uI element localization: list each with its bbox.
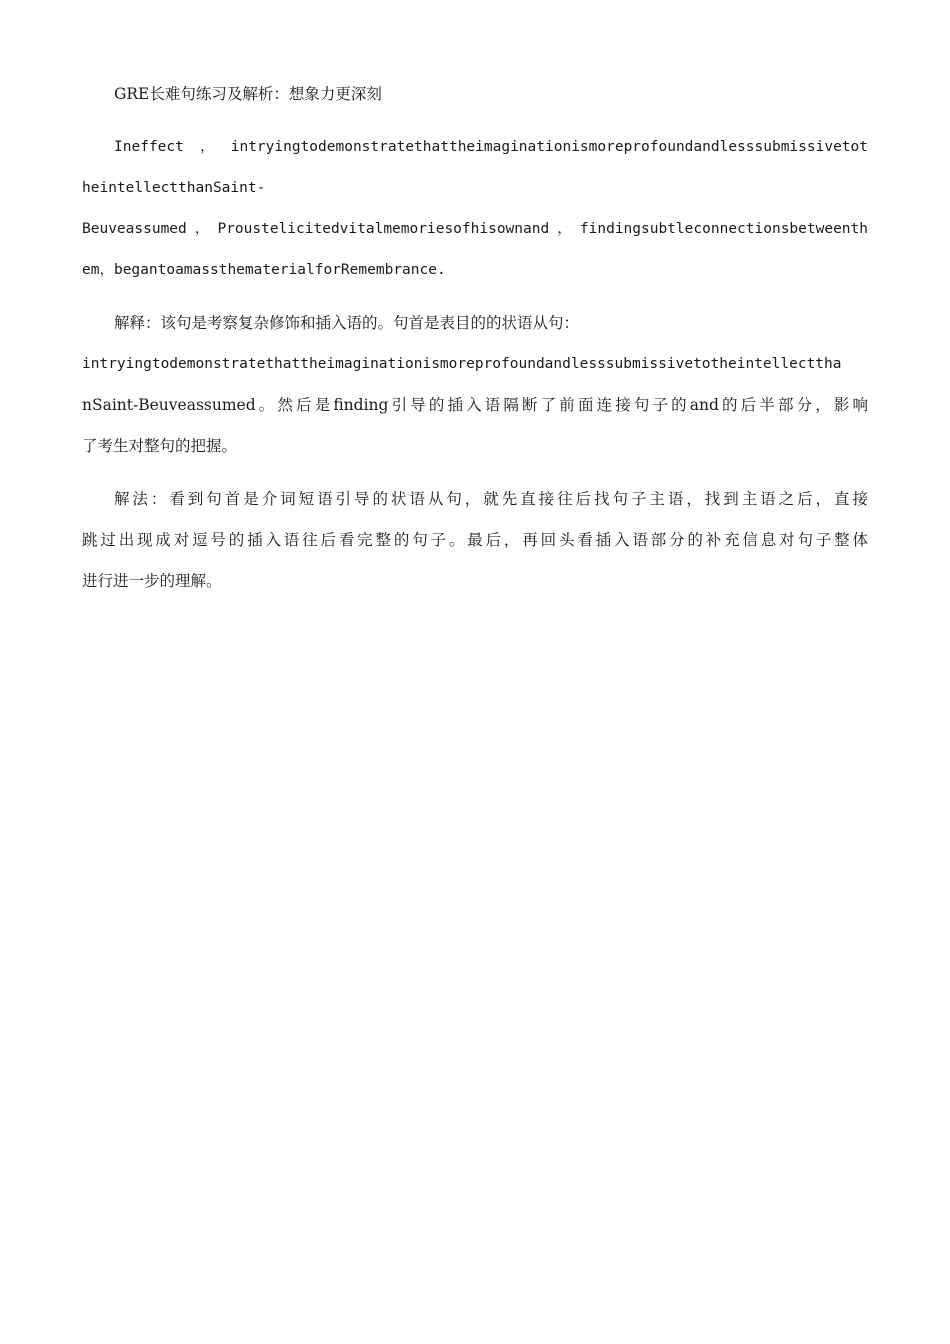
document-title: GRE长难句练习及解析：想象力更深刻 xyxy=(114,85,382,103)
explanation-line-2: intryingtodemonstratethattheimaginationismoreprofoundandlesssubmissivetotheintellectthа xyxy=(82,356,842,372)
sentence-line-2: heintellectthanSaint- xyxy=(82,180,266,196)
method-line-2: 跳过出现成对逗号的插入语往后看完整的句子。最后，再回头看插入语部分的补充信息对句子整体 xyxy=(82,531,868,549)
sentence-line-4: em，begantoamassthematerialforRemembrance. xyxy=(82,262,446,278)
sentence-line-1: Ineffect，intryingtodemonstratethattheimaginationismoreprofoundandlesssubmissivetot xyxy=(114,139,868,155)
method-line-1: 解法：看到句首是介词短语引导的状语从句，就先直接往后找句子主语，找到主语之后，直接 xyxy=(114,490,868,508)
explanation-line-4: 了考生对整句的把握。 xyxy=(82,437,238,455)
explanation-line-1: 解释：该句是考察复杂修饰和插入语的。句首是表目的的状语从句： xyxy=(114,314,580,332)
method-line-3: 进行进一步的理解。 xyxy=(82,572,222,590)
sentence-line-3: Beuveassumed，Proustelicitedvitalmemoriesofhisownand，findingsubtleconnectionsbetweenth xyxy=(82,221,868,237)
explanation-line-3: nSaint-Beuveassumed。然后是finding引导的插入语隔断了前面连接句子的and的后半部分，影响 xyxy=(82,396,868,414)
